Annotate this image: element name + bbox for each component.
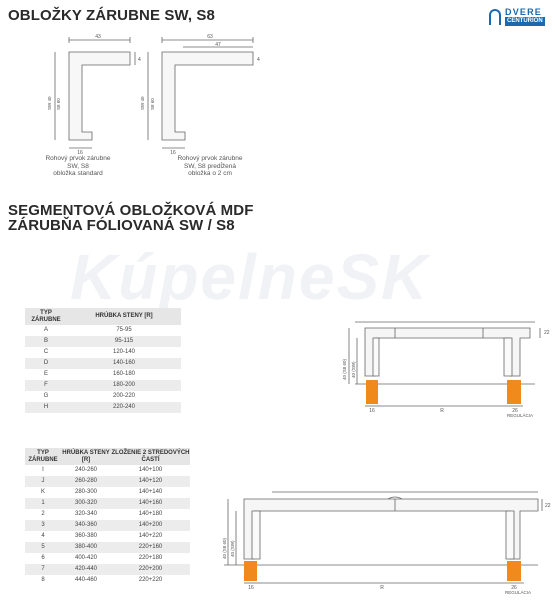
table-row (25, 553, 190, 564)
table-cell: 75-95 (116, 327, 132, 333)
caption-line: SW, S8 predĺžená (183, 162, 237, 170)
table-cell: 200-220 (112, 393, 136, 399)
table-cell: 95-115 (114, 338, 134, 344)
frame-diagram-standard (335, 318, 553, 418)
dim-mid: R (440, 408, 444, 414)
table-cell: E (43, 371, 48, 377)
table-row (25, 358, 181, 369)
table-cell: 220+200 (138, 566, 163, 572)
logo-text-bottom: CENTURION (507, 18, 543, 24)
right-dim-side: 4 (257, 57, 260, 63)
table-cell: 280-300 (74, 489, 98, 495)
table-cell: 420-440 (74, 566, 98, 572)
table-cell: 3 (41, 522, 45, 528)
table-row (25, 369, 181, 380)
table-cell: 4 (41, 533, 45, 539)
watermark: KúpelneSK (70, 241, 430, 313)
table-header: TYP ZÁRUBNE (28, 450, 58, 463)
table-header: TYP ZÁRUBNE (31, 310, 61, 323)
orange-insert-right (507, 380, 521, 404)
table-row (25, 347, 181, 358)
left-profile-caption (28, 155, 128, 178)
table-cell: 340-360 (74, 522, 98, 528)
table-cell: 6 (41, 555, 45, 561)
logo-text-top: DVERE (505, 7, 543, 17)
table-row (25, 520, 190, 531)
left-dim-height-b: S8 60 (56, 98, 61, 110)
table-row (25, 542, 190, 553)
table-cell: 300-320 (74, 500, 98, 506)
frame-diagram-segmented (220, 487, 553, 597)
dim-height-b: 40 (SW) (351, 361, 356, 378)
dim-top: 22 (544, 330, 550, 336)
table-row (25, 325, 181, 336)
dim-left: 16 (369, 408, 375, 414)
table-cell: 140-160 (112, 360, 136, 366)
table-cell: I (42, 467, 44, 473)
dim-top: 22 (545, 503, 551, 509)
table-cell: 140+220 (138, 533, 163, 539)
left-dim-height-a: SW 40 (47, 96, 52, 110)
left-dim-top: 43 (95, 34, 101, 40)
table-row (25, 465, 190, 476)
orange-insert-left (244, 561, 257, 581)
table-cell: 1 (41, 500, 45, 506)
left-dim-bottom: 16 (77, 150, 83, 155)
right-dim-top: 63 (207, 34, 213, 40)
dim-height-b: 40 (SW) (230, 540, 235, 557)
section-title-line1: SEGMENTOVÁ OBLOŽKOVÁ MDF (8, 202, 254, 219)
table-row (25, 476, 190, 487)
table-header: HRÚBKA STENY [R] (62, 450, 110, 463)
table-cell: 140+120 (138, 478, 163, 484)
table-cell: 260-280 (74, 478, 98, 484)
orange-insert-left (366, 380, 378, 404)
dim-right: 26 (512, 408, 518, 414)
table-cell: 120-140 (112, 349, 136, 355)
table-row (25, 498, 190, 509)
table-cell: 140+180 (138, 511, 163, 517)
caption-line: Rohový prvok zárubne (45, 155, 111, 162)
section-title-line2: ZÁRUBŇA FÓLIOVANÁ SW / S8 (8, 217, 235, 234)
table-row (25, 487, 190, 498)
left-dim-side: 4 (138, 57, 141, 63)
right-profile-caption (155, 155, 265, 178)
table-cell: 180-200 (112, 382, 136, 388)
right-dim-inner: 47 (215, 42, 221, 48)
dim-left: 16 (248, 585, 254, 591)
profile-right (148, 37, 253, 148)
table-cell: D (43, 360, 49, 366)
table-cell: 220+220 (138, 577, 163, 583)
right-dim-bottom: 16 (170, 150, 176, 155)
table-cell: 240-260 (74, 467, 98, 473)
table-cell: C (43, 349, 49, 355)
table-cell: 380-400 (74, 544, 98, 550)
table-cell: F (44, 382, 48, 388)
right-dim-height-a: SW 40 (140, 96, 145, 110)
table-row (25, 402, 181, 413)
table-cell: 140+160 (138, 500, 163, 506)
table-cell: 220-240 (112, 404, 136, 410)
table-cell: 8 (41, 577, 45, 583)
dvere-centurion-logo (489, 7, 551, 27)
table-cell: 360-380 (74, 533, 98, 539)
dim-height-a: 40 (S8 60) (342, 358, 347, 380)
caption-line: SW, S8 (67, 162, 89, 170)
table-row (25, 380, 181, 391)
table-cell: 2 (41, 511, 45, 517)
table-cell: 5 (41, 544, 45, 550)
table-cell: J (41, 478, 45, 484)
table-cell: 220+180 (138, 555, 163, 561)
frame-composition-table (25, 448, 190, 586)
table-cell: 140+100 (138, 467, 163, 473)
table-row (25, 564, 190, 575)
table-row (25, 391, 181, 402)
table-cell: 220+160 (138, 544, 163, 550)
dim-mid: R (380, 585, 384, 591)
right-dim-height-b: S8 60 (150, 98, 155, 110)
regulation-label: REGULÁCIA (507, 413, 534, 418)
dim-right: 26 (511, 585, 517, 591)
table-row (25, 575, 190, 586)
caption-line: obložka o 2 cm (188, 170, 232, 177)
table-row (25, 336, 181, 347)
profile-drawings (20, 30, 280, 155)
table-cell: 400-420 (74, 555, 98, 561)
table-cell: H (43, 404, 49, 410)
table-cell: 7 (41, 566, 45, 572)
table-cell: G (43, 393, 49, 399)
section-title (8, 203, 253, 233)
table-cell: 140+140 (138, 489, 163, 495)
table-row (25, 509, 190, 520)
caption-line: obložka standard (53, 170, 103, 177)
table-cell: 140+200 (138, 522, 163, 528)
frame-type-table (25, 308, 181, 413)
page-title: OBLOŽKY ZÁRUBNE SW, S8 (8, 7, 215, 24)
table-header: HRÚBKA STENY [R] (95, 313, 153, 320)
table-header: ZLOŽENIE 2 STREDOVÝCH ČASTÍ (111, 450, 190, 463)
table-cell: B (43, 338, 48, 344)
orange-insert-right (507, 561, 521, 581)
caption-line: Rohový prvok zárubne (177, 155, 243, 162)
regulation-label: REGULÁCIA (505, 590, 532, 595)
profile-left (55, 37, 135, 148)
door-logo-icon (489, 9, 501, 25)
table-cell: 320-340 (74, 511, 98, 517)
table-cell: 440-460 (74, 577, 98, 583)
table-cell: K (40, 489, 45, 495)
dim-height-a: 40 (S8 60) (222, 537, 227, 559)
table-cell: A (43, 327, 48, 333)
table-cell: 160-180 (112, 371, 136, 377)
table-row (25, 531, 190, 542)
